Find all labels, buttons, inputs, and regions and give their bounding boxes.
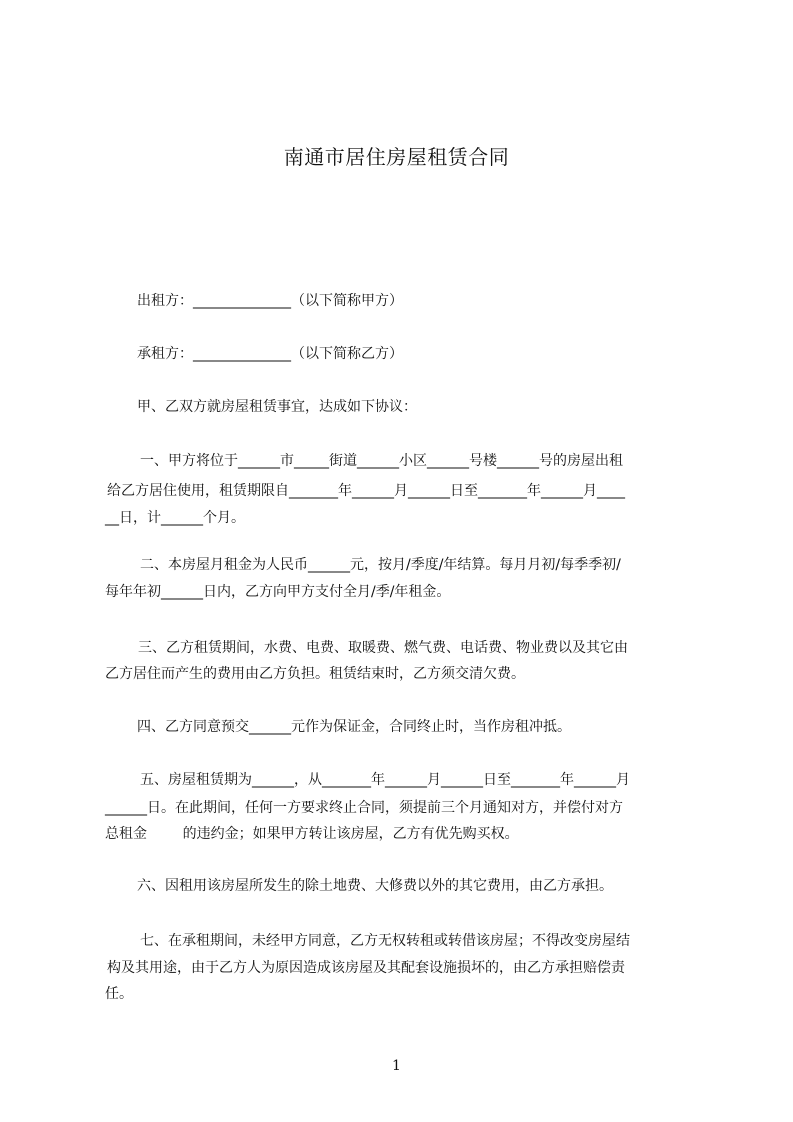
document-title: 南通市居住房屋租赁合同 <box>283 145 510 169</box>
clause-2-line-1: 二、本房屋月租金为人民币______元，按月/季度/年结算。每月月初/每季季初/ <box>140 557 621 573</box>
page-number: 1 <box>392 1058 401 1074</box>
clause-3-line-1: 三、乙方租赁期间，水费、电费、取暖费、燃气费、电话费、物业费以及其它由 <box>138 640 628 656</box>
clause-5-line-2: ______日。在此期间，任何一方要求终止合同，须提前三个月通知对方，并偿付对方 <box>105 800 623 816</box>
clause-3-line-2: 乙方居住而产生的费用由乙方负担。租赁结束时，乙方须交清欠费。 <box>105 666 525 682</box>
clause-4-line-1: 四、乙方同意预交______元作为保证金，合同终止时，当作房租冲抵。 <box>137 719 571 735</box>
clause-6-line-1: 六、因租用该房屋所发生的除土地费、大修费以外的其它费用，由乙方承担。 <box>137 878 613 894</box>
clause-2-line-2: 每年年初______日内，乙方向甲方支付全月/季/年租金。 <box>105 584 451 600</box>
clause-1-line-3: __日，计______个月。 <box>105 510 245 526</box>
clause-7-line-2: 构及其用途，由于乙方人为原因造成该房屋及其配套设施损坏的，由乙方承担赔偿责 <box>107 960 625 976</box>
lessee-line: 承租方：______________（以下简称乙方） <box>137 346 403 362</box>
agreement-intro: 甲、乙双方就房屋租赁事宜，达成如下协议： <box>137 399 417 415</box>
clause-5-line-3: 总租金 的违约金；如果甲方转让该房屋，乙方有优先购买权。 <box>105 826 519 842</box>
clause-1-line-2: 给乙方居住使用，租赁期限自_______年______月______日至_______年______月____ <box>107 483 625 499</box>
clause-5-line-1: 五、房屋租赁期为______，从_______年______月______日至_______年______月 <box>140 772 630 788</box>
clause-7-line-3: 任。 <box>105 986 133 1002</box>
clause-1-line-1: 一、甲方将位于______市_____街道______小区______号楼______号的房屋出租 <box>140 453 623 469</box>
clause-7-line-1: 七、在承租期间，未经甲方同意，乙方无权转租或转借该房屋；不得改变房屋结 <box>140 933 630 949</box>
lessor-line: 出租方：______________（以下简称甲方） <box>137 293 403 309</box>
